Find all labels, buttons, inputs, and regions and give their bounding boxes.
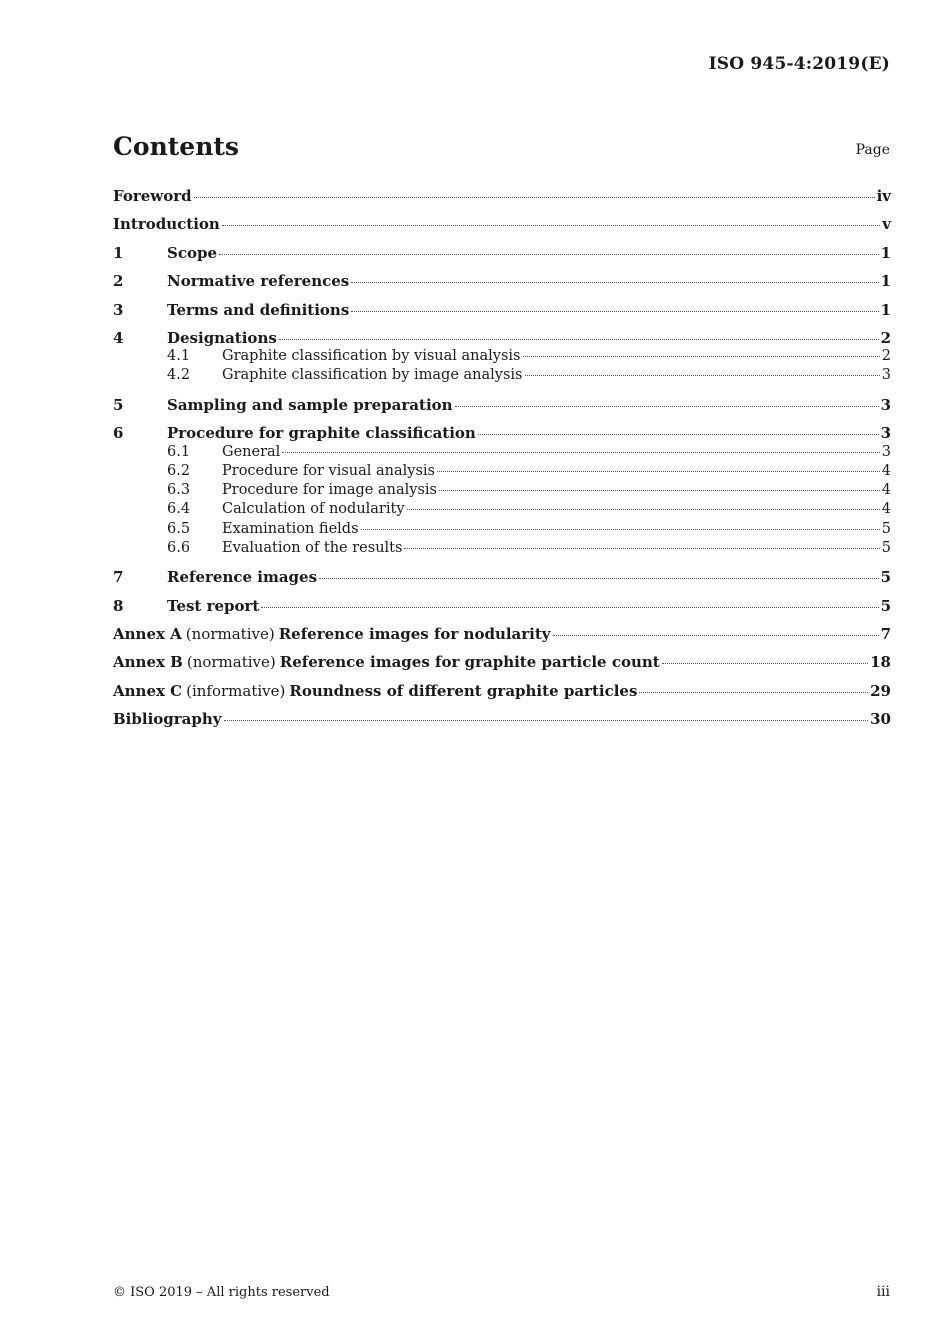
toc-page: 2: [880, 329, 891, 347]
toc-title: Sampling and sample preparation: [167, 396, 453, 414]
leader-dots: [439, 490, 880, 491]
toc-number: 2: [113, 272, 124, 290]
toc-title: Procedure for image analysis: [222, 482, 437, 498]
toc-entry-terms-definitions[interactable]: [113, 301, 891, 319]
toc-number: 4.2: [167, 367, 191, 383]
toc-number: 6.1: [167, 444, 191, 460]
leader-dots: [525, 375, 880, 376]
toc-entry-reference-images[interactable]: [113, 568, 891, 586]
toc-title: Bibliography: [113, 710, 222, 728]
toc-entry-6-5[interactable]: [113, 521, 891, 537]
toc-entry-test-report[interactable]: [113, 597, 891, 615]
toc-page: 3: [880, 396, 891, 414]
toc-entry-annex-b[interactable]: [113, 653, 891, 671]
leader-dots: [282, 452, 879, 453]
toc-entry-sampling[interactable]: [113, 396, 891, 414]
toc-title: Examination fields: [222, 521, 359, 537]
leader-dots: [361, 529, 880, 530]
toc-title: Procedure for visual analysis: [222, 463, 435, 479]
toc-title: Evaluation of the results: [222, 540, 403, 556]
toc-number: 3: [113, 301, 124, 319]
leader-dots: [219, 254, 879, 255]
annex-kind: (normative): [186, 653, 276, 671]
toc-entry-annex-c[interactable]: [113, 682, 891, 700]
toc-page: 1: [880, 244, 891, 262]
toc-page: 3: [880, 424, 891, 442]
toc-number: 8: [113, 597, 124, 615]
toc-page: 5: [880, 568, 891, 586]
leader-dots: [194, 197, 875, 198]
toc-entry-6-2[interactable]: [113, 463, 891, 479]
toc-entry-4-1[interactable]: [113, 348, 891, 364]
toc-title: Reference images for graphite particle count: [279, 653, 660, 671]
toc-page: v: [882, 215, 891, 233]
toc-number: 6: [113, 424, 124, 442]
page-number: iii: [876, 1284, 890, 1300]
leader-dots: [404, 548, 879, 549]
toc-entry-6-4[interactable]: [113, 501, 891, 517]
toc-entry-bibliography[interactable]: [113, 710, 891, 728]
toc-number: 4: [113, 329, 124, 347]
toc-number: 5: [113, 396, 124, 414]
toc-page: 5: [881, 540, 891, 556]
page-title: Contents: [113, 132, 240, 161]
toc-entry-6-1[interactable]: [113, 444, 891, 460]
copyright-notice: © ISO 2019 – All rights reserved: [113, 1285, 330, 1300]
toc-page: 2: [881, 348, 891, 364]
toc-entry-introduction[interactable]: [113, 215, 891, 233]
toc-title: Scope: [167, 244, 218, 262]
toc-page: 30: [870, 710, 891, 728]
leader-dots: [351, 282, 878, 283]
toc-number: 4.1: [167, 348, 191, 364]
toc-page: 29: [870, 682, 891, 700]
leader-dots: [455, 406, 879, 407]
annex-kind: (informative): [186, 682, 286, 700]
toc-number: 6.4: [167, 501, 191, 517]
leader-dots: [639, 692, 868, 693]
toc-page: 4: [881, 482, 891, 498]
toc-title: Procedure for graphite classification: [167, 424, 476, 442]
toc-title: Terms and definitions: [167, 301, 350, 319]
leader-dots: [279, 339, 879, 340]
toc-page: 4: [881, 501, 891, 517]
toc-entry-6-6[interactable]: [113, 540, 891, 556]
toc-title: Foreword: [113, 187, 192, 205]
toc-page: 1: [880, 272, 891, 290]
toc-number: 6.3: [167, 482, 191, 498]
annex-label: Annex A: [113, 625, 182, 643]
toc-title: Calculation of nodularity: [222, 501, 405, 517]
toc-entry-6-3[interactable]: [113, 482, 891, 498]
document-id: ISO 945-4:2019(E): [708, 54, 890, 74]
leader-dots: [523, 356, 880, 357]
leader-dots: [553, 635, 879, 636]
page-column-label: Page: [855, 142, 890, 158]
toc-title: Roundness of different graphite particles: [289, 682, 638, 700]
leader-dots: [319, 578, 879, 579]
toc-title: Graphite classification by image analysis: [222, 367, 523, 383]
toc-number: 6.5: [167, 521, 191, 537]
leader-dots: [478, 434, 879, 435]
leader-dots: [351, 311, 878, 312]
leader-dots: [407, 509, 880, 510]
toc-title: Introduction: [113, 215, 220, 233]
toc-title: Reference images: [167, 568, 318, 586]
toc-title: Test report: [167, 597, 260, 615]
toc-number: 6.6: [167, 540, 191, 556]
toc-number: 1: [113, 244, 124, 262]
toc-entry-scope[interactable]: [113, 244, 891, 262]
toc-entry-designations[interactable]: [113, 329, 891, 347]
toc-title: Normative references: [167, 272, 350, 290]
toc-number: 6.2: [167, 463, 191, 479]
toc-title: Reference images for nodularity: [278, 625, 551, 643]
toc-page: 3: [881, 367, 891, 383]
toc-page: 1: [880, 301, 891, 319]
leader-dots: [662, 663, 868, 664]
toc-page: 5: [880, 597, 891, 615]
leader-dots: [224, 720, 869, 721]
toc-entry-foreword[interactable]: [113, 187, 891, 205]
leader-dots: [437, 471, 880, 472]
toc-page: 18: [870, 653, 891, 671]
toc-entry-procedure[interactable]: [113, 424, 891, 442]
toc-page: iv: [876, 187, 891, 205]
leader-dots: [261, 607, 878, 608]
toc-number: 7: [113, 568, 124, 586]
toc-page: 5: [881, 521, 891, 537]
toc-entry-4-2[interactable]: [113, 367, 891, 383]
toc-page: 7: [880, 625, 891, 643]
toc-title: Designations: [167, 329, 277, 347]
annex-label: Annex C: [113, 682, 183, 700]
annex-kind: (normative): [185, 625, 275, 643]
toc-page: 4: [881, 463, 891, 479]
leader-dots: [222, 225, 880, 226]
annex-label: Annex B: [113, 653, 183, 671]
toc-title: General: [222, 444, 281, 460]
toc-entry-normative-references[interactable]: [113, 272, 891, 290]
toc-title: Graphite classification by visual analysis: [222, 348, 521, 364]
toc-entry-annex-a[interactable]: [113, 625, 891, 643]
toc-page: 3: [881, 444, 891, 460]
